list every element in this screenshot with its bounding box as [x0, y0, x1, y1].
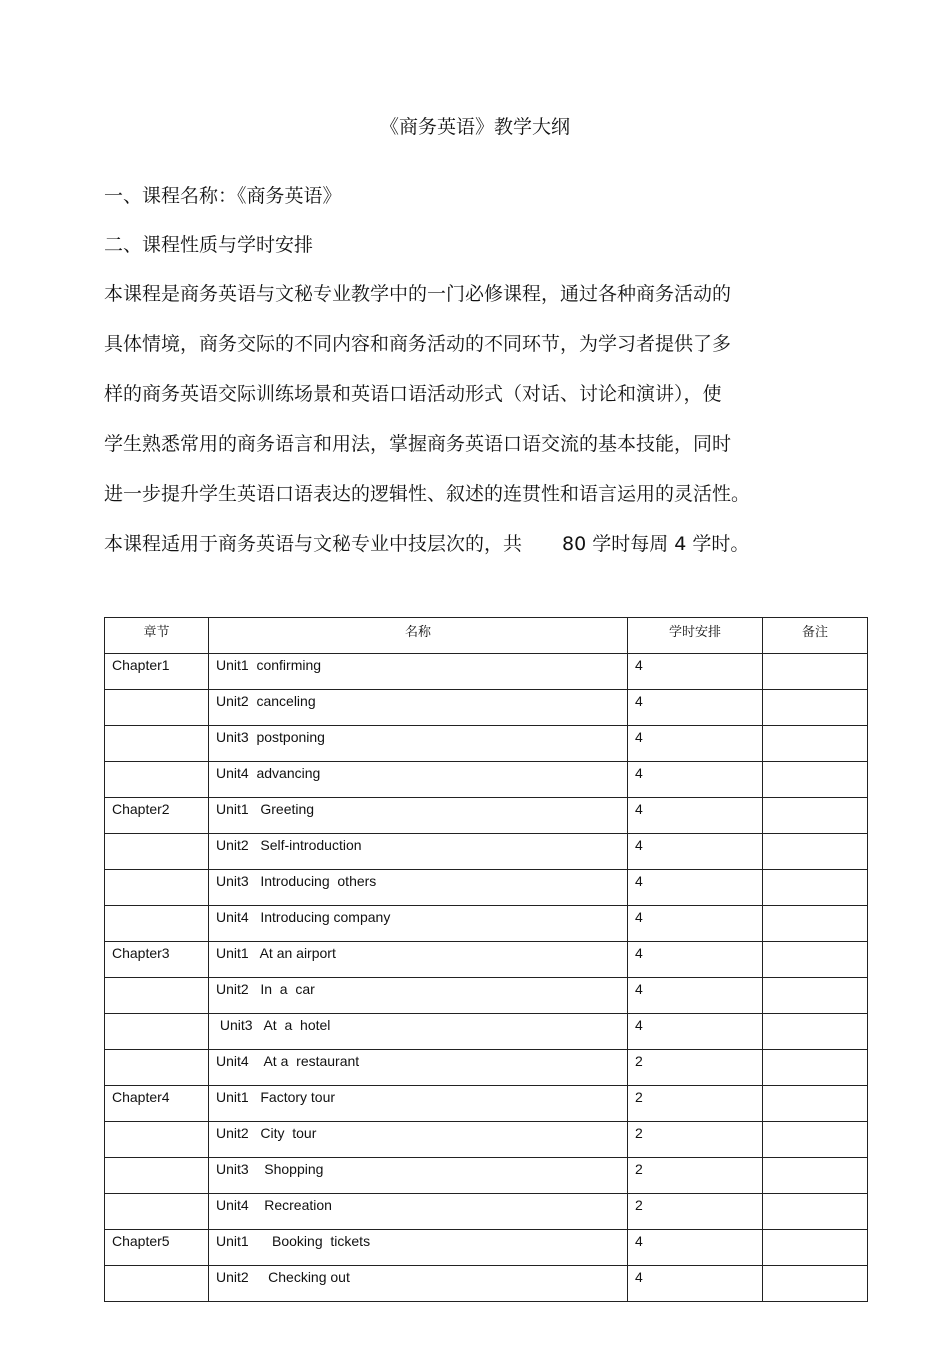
paragraph-line: 进一步提升学生英语口语表达的逻辑性、叙述的连贯性和语言运用的灵活性。: [104, 483, 751, 505]
table-row: [105, 906, 868, 942]
header-hours: 学时安排: [628, 618, 763, 654]
cell-note: [763, 1230, 868, 1266]
table-row: [105, 834, 868, 870]
cell-hours: 4: [628, 1014, 763, 1050]
cell-hours: 4: [628, 798, 763, 834]
section-course-nature: 二、课程性质与学时安排: [104, 234, 314, 256]
cell-hours: 4: [628, 762, 763, 798]
table-row: [105, 978, 868, 1014]
paragraph-line: 具体情境，商务交际的不同内容和商务活动的不同环节，为学习者提供了多: [104, 333, 732, 355]
cell-note: [763, 1122, 868, 1158]
cell-unit-name: Unit1 Greeting: [209, 798, 628, 834]
table-row: [105, 654, 868, 690]
cell-chapter: [105, 1158, 209, 1194]
table-row: [105, 1158, 868, 1194]
cell-chapter: Chapter2: [105, 798, 209, 834]
header-notes: 备注: [763, 618, 868, 654]
cell-unit-name: Unit4 At a restaurant: [209, 1050, 628, 1086]
cell-unit-name: Unit3 postponing: [209, 726, 628, 762]
document-title: 《商务英语》教学大纲: [379, 116, 570, 138]
cell-note: [763, 726, 868, 762]
paragraph-line: 学生熟悉常用的商务语言和用法，掌握商务英语口语交流的基本技能，同时: [104, 433, 732, 455]
total-hours: 80: [562, 533, 587, 555]
cell-note: [763, 1086, 868, 1122]
header-name: 名称: [209, 618, 628, 654]
header-chapter: 章节: [105, 618, 209, 654]
cell-chapter: [105, 1266, 209, 1302]
cell-note: [763, 978, 868, 1014]
cell-hours: 2: [628, 1050, 763, 1086]
cell-unit-name: Unit2 City tour: [209, 1122, 628, 1158]
paragraph-hours-line: [104, 531, 824, 581]
cell-hours: 4: [628, 870, 763, 906]
table-row: [105, 942, 868, 978]
cell-note: [763, 1266, 868, 1302]
cell-unit-name: Unit1 At an airport: [209, 942, 628, 978]
cell-unit-name: Unit2 Self-introduction: [209, 834, 628, 870]
cell-chapter: Chapter5: [105, 1230, 209, 1266]
table-header-row: [105, 618, 868, 654]
hours-line-part3: 学时。: [692, 533, 750, 555]
cell-note: [763, 798, 868, 834]
cell-hours: 4: [628, 726, 763, 762]
paragraph-line: 本课程是商务英语与文秘专业教学中的一门必修课程，通过各种商务活动的: [104, 283, 732, 305]
cell-hours: 4: [628, 906, 763, 942]
cell-hours: 4: [628, 978, 763, 1014]
cell-chapter: [105, 762, 209, 798]
cell-note: [763, 870, 868, 906]
cell-unit-name: Unit4 Recreation: [209, 1194, 628, 1230]
table-row: [105, 762, 868, 798]
table-row: [105, 798, 868, 834]
cell-note: [763, 1014, 868, 1050]
cell-chapter: [105, 1014, 209, 1050]
cell-note: [763, 906, 868, 942]
table-body: [105, 654, 868, 1302]
cell-note: [763, 1194, 868, 1230]
table-row: [105, 1122, 868, 1158]
cell-unit-name: Unit3 Shopping: [209, 1158, 628, 1194]
cell-hours: 4: [628, 942, 763, 978]
cell-note: [763, 654, 868, 690]
cell-chapter: [105, 870, 209, 906]
cell-unit-name: Unit4 advancing: [209, 762, 628, 798]
cell-chapter: [105, 690, 209, 726]
table-row: [105, 1194, 868, 1230]
cell-hours: 4: [628, 1230, 763, 1266]
cell-note: [763, 690, 868, 726]
hours-line-part2: 学时每周: [592, 533, 669, 555]
table-row: [105, 1230, 868, 1266]
section-course-name: 一、课程名称：《商务英语》: [104, 185, 342, 207]
cell-unit-name: Unit1 Booking tickets: [209, 1230, 628, 1266]
table-row: [105, 1266, 868, 1302]
cell-note: [763, 1050, 868, 1086]
cell-hours: 4: [628, 690, 763, 726]
cell-chapter: Chapter3: [105, 942, 209, 978]
cell-note: [763, 762, 868, 798]
cell-chapter: Chapter4: [105, 1086, 209, 1122]
table-row: [105, 726, 868, 762]
table-row: [105, 1086, 868, 1122]
cell-hours: 4: [628, 834, 763, 870]
cell-unit-name: Unit1 Factory tour: [209, 1086, 628, 1122]
course-description: [104, 281, 824, 581]
cell-note: [763, 834, 868, 870]
weekly-hours: 4: [674, 533, 687, 555]
table-row: [105, 1050, 868, 1086]
cell-chapter: [105, 906, 209, 942]
cell-chapter: [105, 726, 209, 762]
cell-unit-name: Unit4 Introducing company: [209, 906, 628, 942]
cell-unit-name: Unit2 canceling: [209, 690, 628, 726]
cell-chapter: [105, 1194, 209, 1230]
cell-hours: 2: [628, 1194, 763, 1230]
cell-chapter: Chapter1: [105, 654, 209, 690]
cell-hours: 2: [628, 1086, 763, 1122]
cell-unit-name: Unit2 In a car: [209, 978, 628, 1014]
cell-hours: 2: [628, 1158, 763, 1194]
cell-unit-name: Unit3 Introducing others: [209, 870, 628, 906]
cell-chapter: [105, 1050, 209, 1086]
cell-unit-name: Unit1 confirming: [209, 654, 628, 690]
hours-line-part1: 本课程适用于商务英语与文秘专业中技层次的，共: [104, 533, 523, 555]
cell-chapter: [105, 1122, 209, 1158]
syllabus-table: [104, 617, 868, 1302]
cell-chapter: [105, 978, 209, 1014]
cell-chapter: [105, 834, 209, 870]
cell-hours: 2: [628, 1122, 763, 1158]
table-row: [105, 690, 868, 726]
cell-note: [763, 942, 868, 978]
table-row: [105, 870, 868, 906]
cell-hours: 4: [628, 1266, 763, 1302]
cell-hours: 4: [628, 654, 763, 690]
table-row: [105, 1014, 868, 1050]
cell-unit-name: Unit3 At a hotel: [209, 1014, 628, 1050]
paragraph-line: 样的商务英语交际训练场景和英语口语活动形式（对话、讨论和演讲），使: [104, 383, 722, 405]
cell-unit-name: Unit2 Checking out: [209, 1266, 628, 1302]
cell-note: [763, 1158, 868, 1194]
